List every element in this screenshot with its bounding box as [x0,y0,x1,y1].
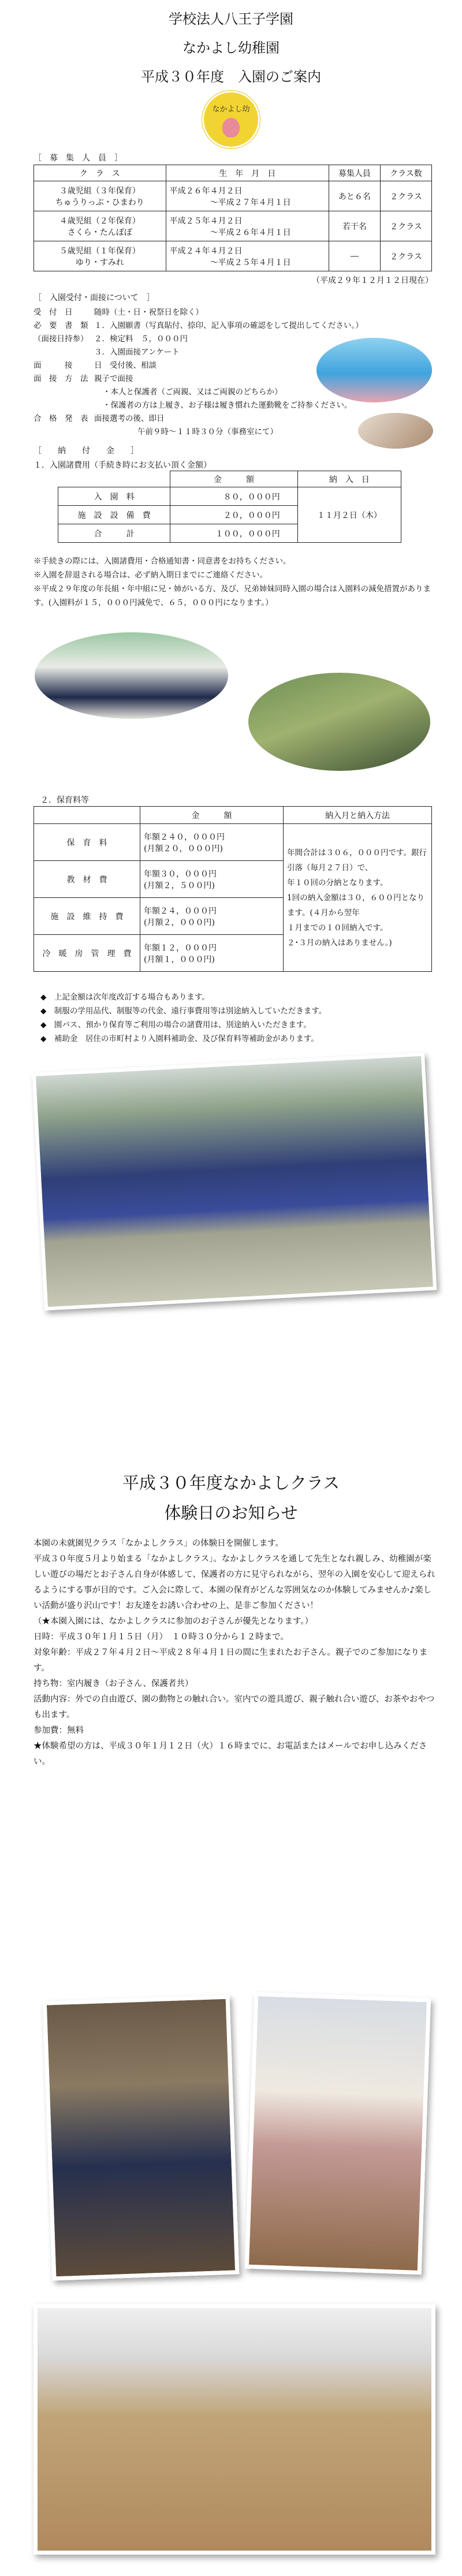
admission-label [33,386,103,399]
fees2-label: 教 材 費 [34,861,140,898]
admission-label: 受 付 日 [33,308,73,317]
fees-note: ※入園を辞退される場合は、必ず納入期日までにご連絡ください。 [33,571,267,580]
admission-label: 必 要 書 類 [33,321,88,330]
fees2-label: 冷 暖 房 管 理 費 [34,935,140,972]
fees2-monthly: (月額２，５００円) [144,881,215,890]
fees2-method [284,824,432,972]
recruit-names: ちゅうりっぷ・ひまわり [55,197,144,207]
recruit-from: 平成２５年４月２日 [169,216,243,226]
fees-table1-header-date: 納 入 日 [297,471,401,487]
admission-label: 面 接 方 法 [33,374,88,383]
fees2-annual: 年額１２，０００円 [144,943,217,953]
fees2-monthly: (月額２，０００円) [144,918,215,927]
fees-table1 [58,471,401,543]
recruit-count: ― [329,241,380,271]
admission-label [33,426,137,439]
school-logo [204,92,258,147]
admission-text: ２．検定料 ５，０００円 [94,334,188,344]
fees-bullet: ◆ 制服の学用品代、制服等の代金、遠行事費用等は別途納入していただきます。 [40,1006,327,1016]
trial-title-1: 平成３０年度なかよしクラス [122,1473,340,1493]
trial-paragraph: 本園の未就園児クラス「なかよしクラス」の体験日を開催します。 [33,1539,284,1548]
admission-text: 面接選考の後、即日 [94,414,165,423]
table-row [34,824,432,861]
recruit-table [33,165,432,271]
fees2-monthly: (月額２０，０００円) [144,844,223,853]
fees2-annual: 年額２４，０００円 [144,906,217,916]
fees-amount: ８０，０００円 [170,487,298,506]
admission-label: （面接日持参） [33,334,88,344]
recruit-header-class: ク ラ ス [34,165,166,181]
table-row [34,241,432,271]
table-row [34,181,432,211]
recruit-heading: ［ 募 集 人 員 ］ [33,154,122,163]
recruit-count: あと６名 [329,181,380,211]
trial-paragraph: ★体験希望の方は、平成３０年１月１２日（火）１６時までに、お電話またはメールでお申し込みください。 [33,1742,427,1766]
org-name: 学校法人八王子学園 [169,11,293,27]
recruit-names: ゆり・すみれ [75,258,124,267]
admission-label [33,399,103,412]
fees2-method-line: ２･３月の納入はありません。) [287,938,392,948]
grapes-photo [248,673,430,771]
fees-label: 施 設 設 備 費 [58,506,170,524]
table-row [58,487,401,506]
recruit-to: ～平成２５年４月１日 [210,258,291,267]
fees2-method-line: 年１０回の分納となります。 [287,878,388,888]
sports-day-photo [32,1052,437,1310]
fees-section1: １．入園諸費用（手続き時にお支払い頂く金額） [33,461,211,470]
recruit-header-classes: クラス数 [380,165,431,181]
recruit-grade: ４歳児組（２年保育） [59,216,140,226]
recruit-classes: ２クラス [380,181,431,211]
fees2-method-line: 1回の納入金額は３０，６００円となります。(４月から翌年 [287,893,425,918]
admission-label: 合 格 発 表 [33,414,88,423]
pool-photo [316,338,432,402]
craft-photo [245,1992,431,2275]
trial-paragraph: 平成３０年度５月より始まる「なかよしクラス」。なかよしクラスを通して先生となれ親しみ、幼稚園が楽しい遊びの場だとお子さん自身が体感して、保護者の方に見守られながら、翌年の入園を安心して迎えられるようにする事が目的です。ご入会に際して、本園の保育がどんな雰囲気なのか体験してみませんか♪楽しい活動が盛り沢山です！お友達をお誘い合わせの上、是非ご参加ください！ [33,1554,435,1611]
fees-bullet: ◆ 補助金 居住の市町村より入園料補助金、及び保育料等補助金があります。 [40,1034,319,1043]
fees-table2-header-method: 納入月と納入方法 [284,807,432,824]
trial-paragraph: 活動内容：外での自由遊び、園の動物との触れ合い。室内での遊具遊び、親子触れ合い遊び、お茶やおやつも出ます。 [33,1695,435,1720]
list-item [33,319,438,333]
recruit-to: ～平成２７年４月１日 [210,197,291,207]
recruit-to: ～平成２６年４月１日 [210,228,291,237]
fees-amount: １００，０００円 [170,524,298,543]
recruit-date-note: （平成２９年１２月１２日現在） [312,276,433,285]
admission-text: 日 受付後、相談 [94,361,157,370]
trial-paragraph: 持ち物：室内履き（お子さん、保護者共） [33,1679,193,1688]
page-title: 平成３０年度 入園のご案内 [141,69,321,85]
trial-paragraph: 日時：平成３０年１月１５日（月） １０時３０分から１２時まで。 [33,1632,289,1642]
fees-note: ※平成２９年度の年長組・年中組に兄・姉がいる方、及び、兄弟姉妹同時入園の場合は入園料の減免措置があります。(入園料が１５，０００円減免で、６５，０００円になります。） [33,584,431,607]
school-name: なかよし幼稚園 [182,40,280,56]
fees2-label: 保 育 料 [34,824,140,861]
logo-text: なかよし幼 [212,105,250,114]
fees-pay-date: １１月２日（木） [297,487,401,543]
classroom-activity-photo [33,2304,435,2555]
classroom-photo [358,413,433,449]
admission-text: 親子で面接 [94,374,133,383]
admission-text: 随時（土・日・祝祭日を除く） [94,308,203,317]
fees-bullet: ◆ 上記金額は次年度改訂する場合もあります。 [40,993,210,1002]
fees2-method-line: 年間合計は３０６，０００円です。銀行引落（毎月２７日）で、 [287,848,427,873]
fees2-method-line: １月までの１０回納入です。 [287,923,388,933]
recruit-classes: ２クラス [380,241,431,271]
table-row [34,211,432,241]
fees-amount: ２０，０００円 [170,506,298,524]
fees2-monthly: (月額１，０００円) [144,955,215,964]
fees-table1-header-amount: 金 額 [170,471,298,487]
fees-notes [33,554,438,610]
fees-label: 合 計 [58,524,170,543]
recruit-header-birth: 生 年 月 日 [166,165,329,181]
admission-text: 午前９時～１１時３０分（事務室にて） [137,427,278,437]
sports-day-photo-image [36,1056,433,1307]
trial-body [33,1536,438,1770]
logo-character [222,118,240,137]
admission-text: ・保護者の方は上履き、お子様は履き慣れた運動靴をご持参ください。 [103,401,352,410]
fees-section2: ２．保育料等 [40,796,89,805]
admission-label: 面 接 [33,361,73,370]
fees2-annual: 年額２４０，０００円 [144,832,225,842]
recruit-header-count: 募集人員 [329,165,380,181]
recruit-from: 平成２６年４月２日 [169,186,243,196]
kids-uniform-photo [35,632,228,719]
trial-title-2: 体験日のお知らせ [164,1503,298,1523]
trial-paragraph: 参加費：無料 [33,1726,84,1735]
fees-table2-header-amount: 金 額 [140,807,284,824]
fees2-label: 施 設 維 持 費 [34,898,140,935]
planting-photo [43,1995,240,2280]
fees-table2 [33,806,432,972]
admission-text: １．入園願書（写真貼付、捺印、記入事項の確認をして提出してください。） [94,321,363,330]
recruit-grade: ５歳児組（１年保育） [59,246,140,256]
list-item [33,306,438,319]
admission-label [33,346,94,359]
fees-bullets [40,990,439,1046]
recruit-names: さくら・たんぽぽ [67,228,132,237]
recruit-grade: ３歳児組（３年保育） [59,186,140,196]
fees-label: 入 園 料 [58,487,170,506]
trial-paragraph: 対象年齢：平成２７年４月２日～平成２８年４月１日の間に生まれたお子さん。親子でのご参加になります。 [33,1648,428,1673]
fees-heading: ［ 納 付 金 ］ [33,446,139,456]
admission-heading: ［ 入園受付・面接について ］ [33,293,155,303]
recruit-classes: ２クラス [380,211,431,241]
recruit-from: 平成２４年４月２日 [169,246,243,256]
admission-text: ３．入園面接アンケート [94,348,180,357]
fees2-annual: 年額３０，０００円 [144,869,217,879]
fees-bullet: ◆ 園バス、預かり保育等ご利用の場合の諸費用は、別途納入いただきます。 [40,1020,311,1030]
trial-paragraph: （★本園入園には、なかよしクラスに参加のお子さんが優先となります。） [33,1617,314,1626]
fees-note: ※手続きの際には、入園諸費用・合格通知書・同意書をお持ちください。 [33,557,291,566]
recruit-count: 若干名 [329,211,380,241]
admission-text: ・本人と保護者（ご両親、又はご両親のどちらか） [103,387,282,397]
